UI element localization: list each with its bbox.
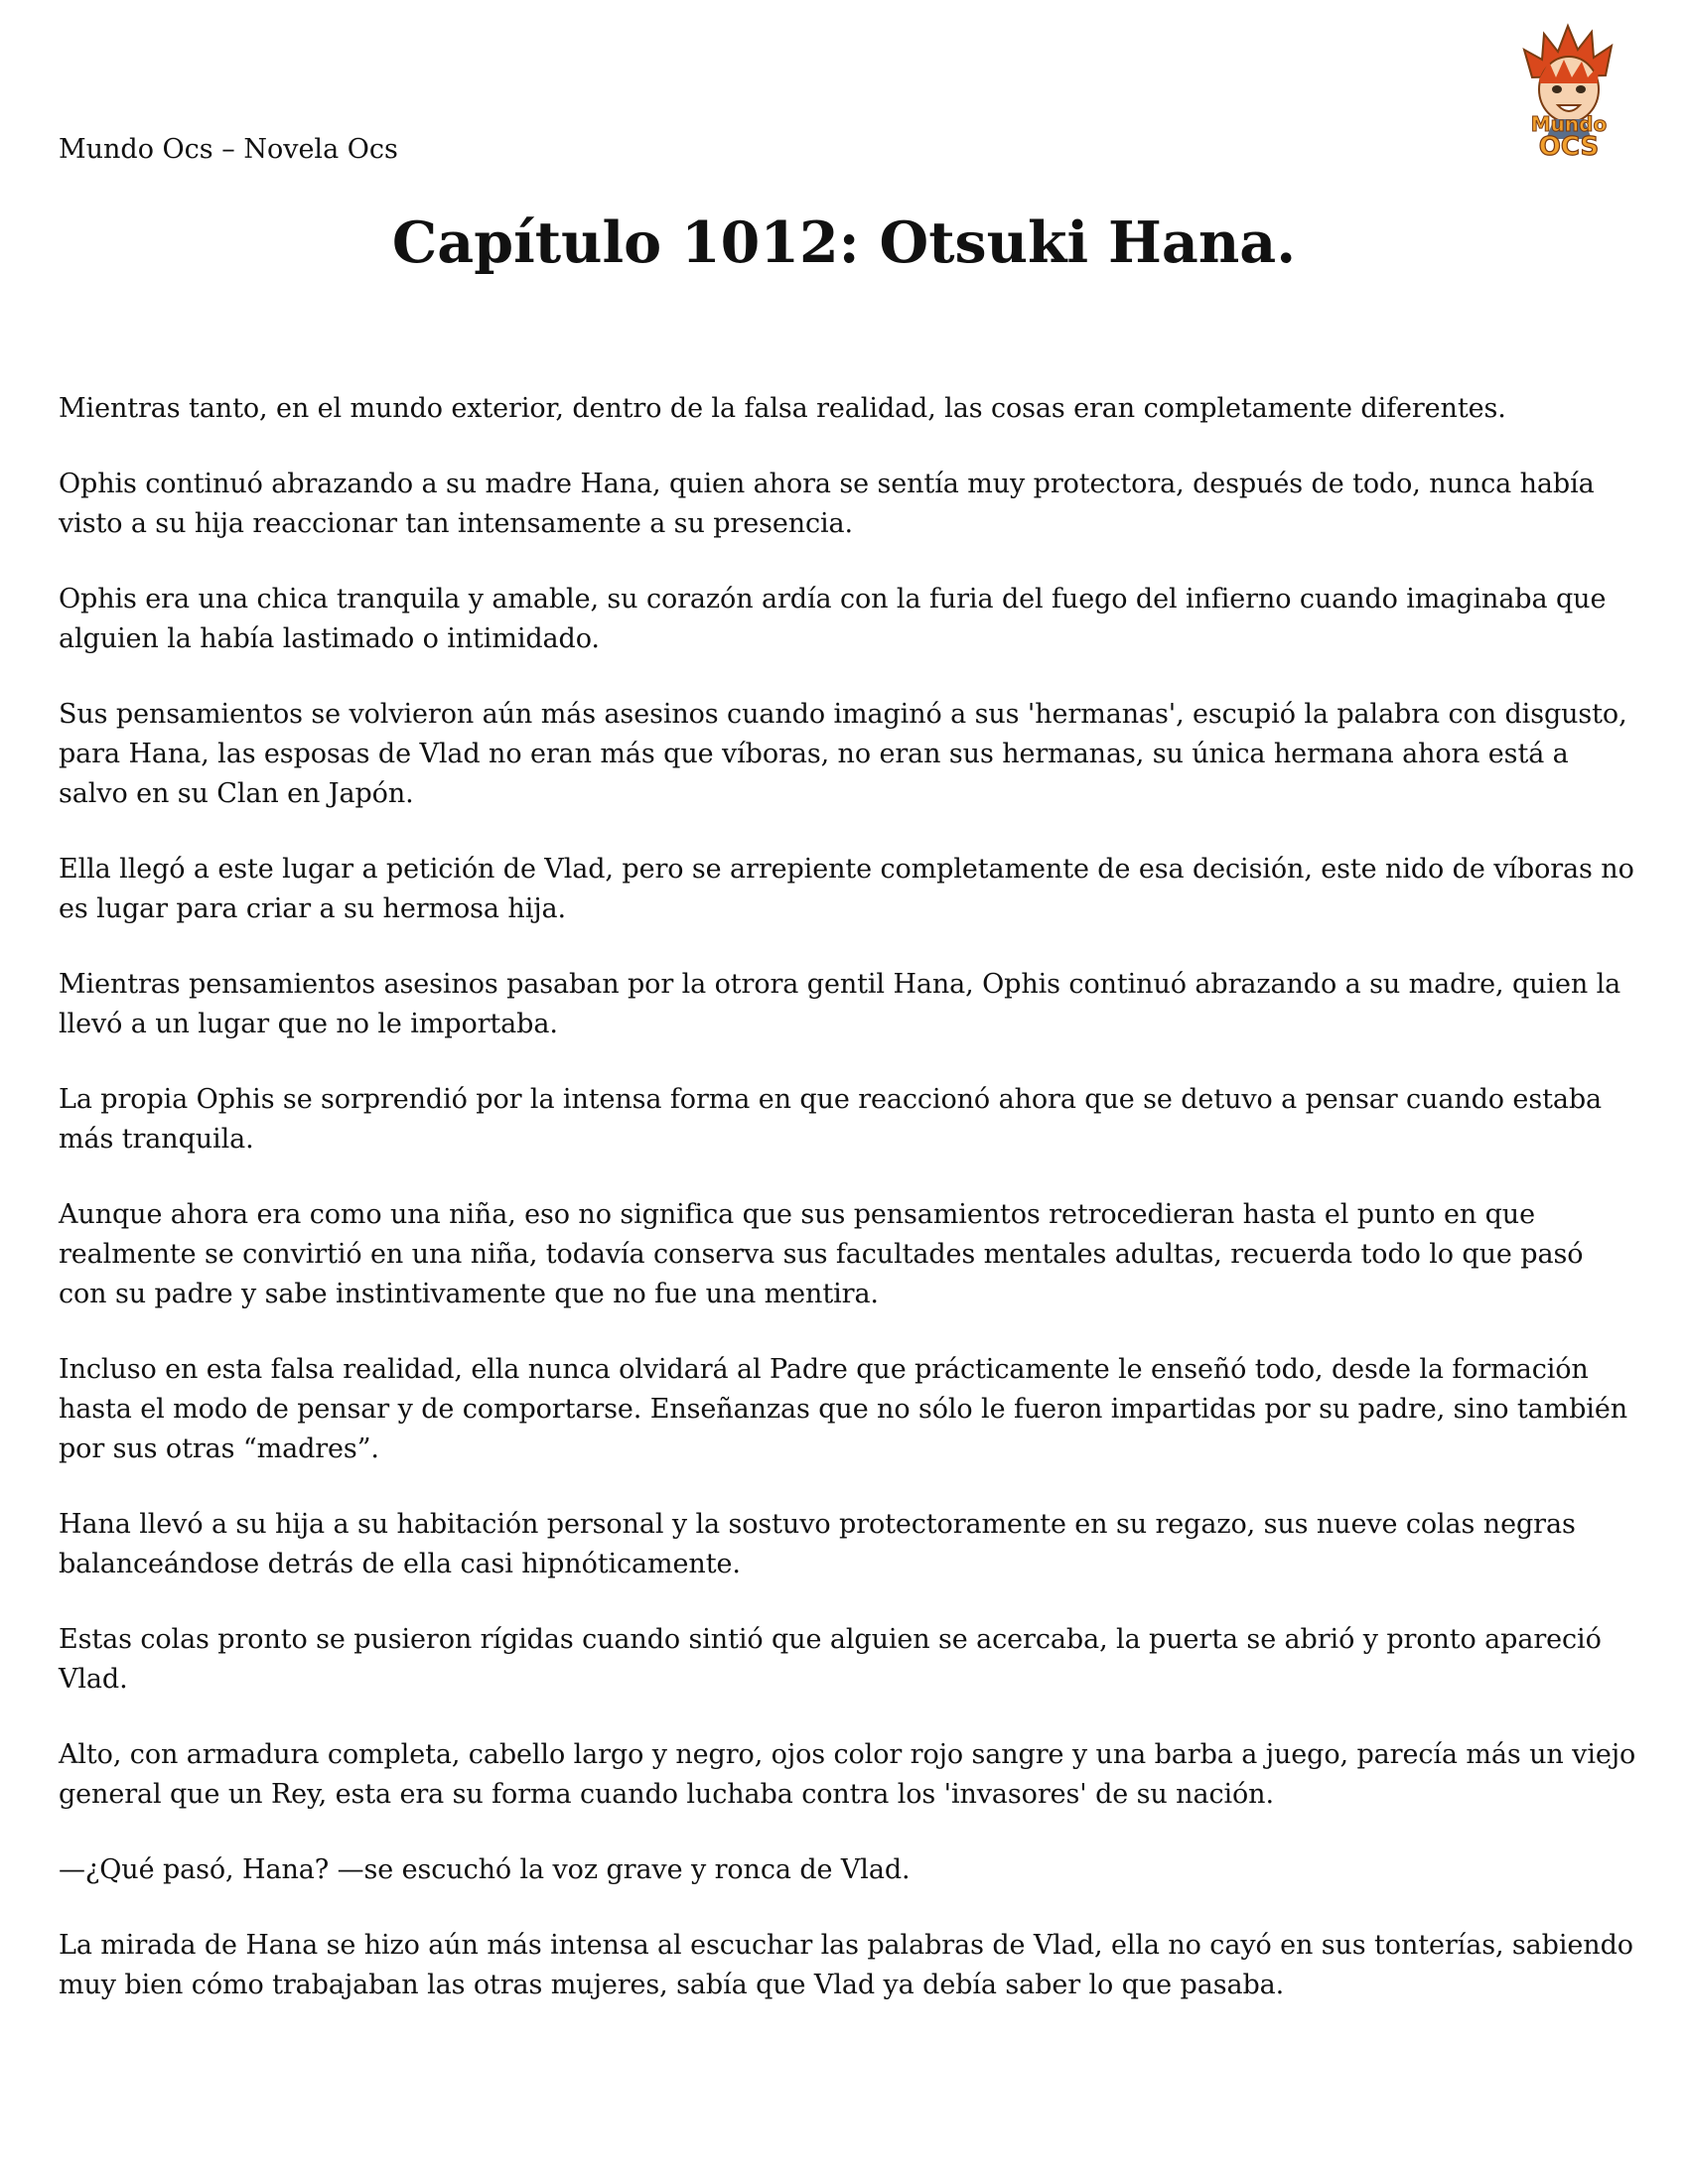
site-header-text: Mundo Ocs – Novela Ocs	[59, 134, 398, 165]
paragraph: La mirada de Hana se hizo aún más intensa al escuchar las palabras de Vlad, ella no cayó en sus tonterías, sabiendo muy bien cómo trabajaban las otras mujeres, sabía que Vlad ya debía saber lo que pasaba.	[59, 1930, 1633, 2000]
paragraph: Estas colas pronto se pusieron rígidas cuando sintió que alguien se acercaba, la puerta se abrió y pronto apareció Vlad.	[59, 1624, 1602, 1695]
paragraph: Hana llevó a su hija a su habitación personal y la sostuvo protectoramente en su regazo, sus nueve colas negras balanceándose detrás de ella casi hipnóticamente.	[59, 1509, 1576, 1579]
paragraph: Incluso en esta falsa realidad, ella nunca olvidará al Padre que prácticamente le enseñó todo, desde la formación hasta el modo de pensar y de comportarse. Enseñanzas que no sólo le fueron impartidas por su padre, sino también por sus otras “madres”.	[59, 1354, 1628, 1464]
paragraph: Ophis continuó abrazando a su madre Hana, quien ahora se sentía muy protectora, después de todo, nunca había visto a su hija reaccionar tan intensamente a su presencia.	[59, 469, 1595, 539]
mundo-ocs-logo-icon	[1494, 20, 1643, 159]
paragraph: La propia Ophis se sorprendió por la intensa forma en que reaccionó ahora que se detuvo a pensar cuando estaba más tranquila.	[59, 1084, 1602, 1155]
chapter-title: Capítulo 1012: Otsuki Hana.	[391, 209, 1297, 276]
paragraph: Aunque ahora era como una niña, eso no significa que sus pensamientos retrocedieran hasta el punto en que realmente se convirtió en una niña, todavía conserva sus facultades mentales adultas, recuerda todo lo que pasó con su padre y sabe instintivamente que no fue una mentira.	[59, 1199, 1584, 1309]
paragraph: Ophis era una chica tranquila y amable, su corazón ardía con la furia del fuego del infierno cuando imaginaba que alguien la había lastimado o intimidado.	[59, 584, 1607, 654]
logo-text-top: Mundo	[1530, 112, 1608, 136]
paragraph: Ella llegó a este lugar a petición de Vlad, pero se arrepiente completamente de esa decisión, este nido de víboras no es lugar para criar a su hermosa hija.	[59, 854, 1634, 924]
paragraph: Mientras pensamientos asesinos pasaban por la otrora gentil Hana, Ophis continuó abrazando a su madre, quien la llevó a un lugar que no le importaba.	[59, 969, 1621, 1039]
paragraph: Alto, con armadura completa, cabello largo y negro, ojos color rojo sangre y una barba a juego, parecía más un viejo general que un Rey, esta era su forma cuando luchaba contra los 'invasores' de su nación.	[59, 1739, 1636, 1810]
paragraph: Mientras tanto, en el mundo exterior, dentro de la falsa realidad, las cosas eran completamente diferentes.	[59, 393, 1506, 424]
paragraph: —¿Qué pasó, Hana? —se escuchó la voz grave y ronca de Vlad.	[59, 1854, 911, 1885]
paragraph: Sus pensamientos se volvieron aún más asesinos cuando imaginó a sus 'hermanas', escupió la palabra con disgusto, para Hana, las esposas de Vlad no eran más que víboras, no eran sus hermanas, su única hermana ahora está a salvo en su Clan en Japón.	[59, 699, 1627, 809]
chapter-body	[59, 389, 1637, 2041]
logo-text-bottom: OCS	[1538, 132, 1600, 159]
